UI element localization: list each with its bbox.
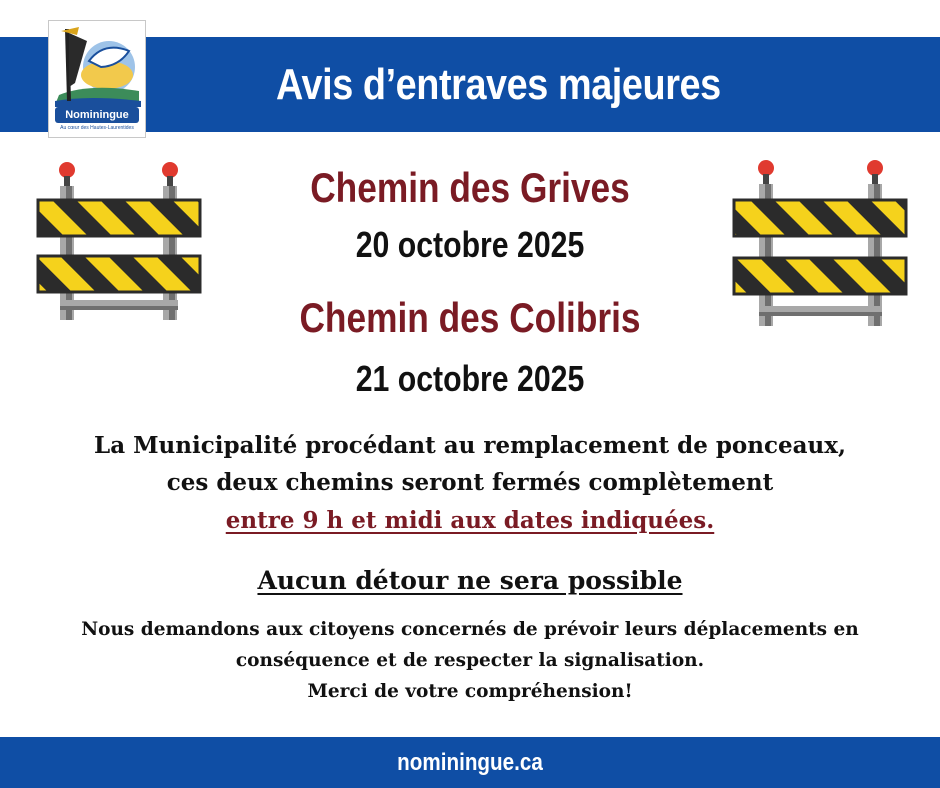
notice-line-3: entre 9 h et midi aux dates indiquées. — [225, 507, 715, 534]
request-line-2: conséquence et de respecter la signalisation. — [235, 650, 705, 671]
request-line-1: Nous demandons aux citoyens concernés de prévoir leurs déplacements en — [81, 619, 859, 640]
notice-line-3-wrap — [0, 507, 940, 534]
notice-line-1: La Municipalité procédant au remplacement de ponceaux, — [94, 432, 846, 459]
no-detour-heading: Aucun détour ne sera possible — [257, 566, 683, 595]
thanks-line: Merci de votre compréhension! — [307, 681, 633, 702]
website-link[interactable]: nominingue.ca — [397, 749, 543, 776]
road-name-1: Chemin des Grives — [310, 164, 630, 211]
page-title: Avis d’entraves majeures — [276, 59, 721, 109]
notice-line-2: ces deux chemins seront fermés complètement — [166, 469, 774, 496]
road-date-1: 20 octobre 2025 — [355, 224, 585, 265]
nominingue-logo — [48, 20, 146, 138]
no-detour-wrap — [0, 566, 940, 595]
logo-tagline: Au cœur des Hautes-Laurentides — [60, 125, 134, 131]
logo-name: Nominingue — [55, 107, 139, 123]
road-date-2: 21 octobre 2025 — [355, 358, 585, 399]
road-name-2: Chemin des Colibris — [299, 294, 641, 341]
